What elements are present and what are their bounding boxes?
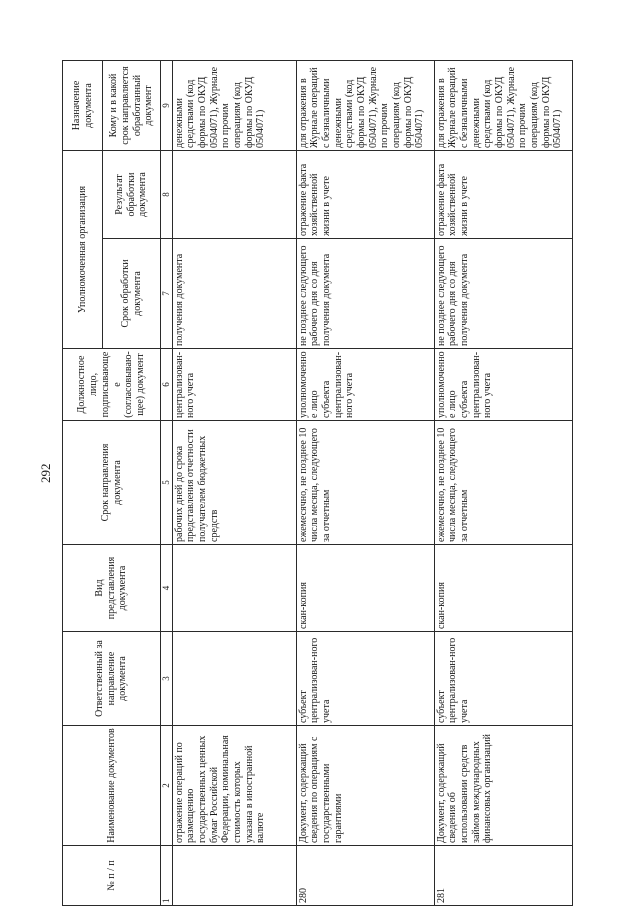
processing-result: отражение факта хозяйственной жизни в учете [434,150,572,238]
presentation-type: скан-копия [296,545,434,632]
deadline: рабочих дней до срока представления отчетности получателем бюджетных средств [172,421,296,545]
responsible-party: субъект централизован-ного учета [434,632,572,726]
document-name: Документ, содержащий сведения об использовании средств займов международных финансовых организаций [434,726,572,846]
documents-table [62,60,573,906]
signer: централизован-ного учета [172,349,296,421]
column-index: 2 [161,726,173,846]
header-processing-term: Срок обработки документа [103,239,161,349]
header-authorized-org: Уполномоченная организация [63,150,103,348]
document-name: Документ, содержащий сведения по операциям с государственными гарантиями [296,726,434,846]
processing-term: не позднее следующего рабочего дня со дня получения документа [434,239,572,349]
presentation-type: скан-копия [434,545,572,632]
deadline: ежемесячно, не позднее 10 числа месяца, следующего за отчетным [296,421,434,545]
column-index: 8 [161,150,173,238]
header-processing-result: Результат обработки документа [103,150,161,238]
header-deadline: Срок направления документа [63,421,161,545]
row-number: 280 [296,846,434,906]
column-index: 4 [161,545,173,632]
page-number: 292 [38,463,53,483]
column-index: 9 [161,60,173,150]
processing-term: получения документа [172,239,296,349]
processing-result: отражение факта хозяйственной жизни в учете [296,150,434,238]
deadline: ежемесячно, не позднее 10 числа месяца, следующего за отчетным [434,421,572,545]
column-index-row [161,60,173,905]
table-row [434,60,572,905]
column-index: 6 [161,349,173,421]
header-num: № п / п [63,846,161,906]
header-name: Наименование документов [63,726,161,846]
recipient: для отражения в Журнале операций с безналичными денежными средствами (код формы по ОКУД 0504071), Журнале по прочим операциям (код формы по ОКУД 0504071) [434,60,572,150]
document-name: отражение операций по размещению государственных ценных бумаг Российской Федерации, номинальная стоимость которых указана в иностранной валюте [172,726,296,846]
column-index: 1 [161,846,173,906]
header-purpose: Назначение документа [63,60,103,150]
header-recipient: Кому и в какой срок направляется обработанный документ [103,60,161,150]
processing-term: не позднее следующего рабочего дня со дня получения документа [296,239,434,349]
column-index: 3 [161,632,173,726]
recipient: для отражения в Журнале операций с безналичными денежными средствами (код формы по ОКУД 0504071), Журнале по прочим операциям (код формы по ОКУД 0504071) [296,60,434,150]
header-responsible: Ответственный за направление документа [63,632,161,726]
table-row [172,60,296,905]
header-presentation: Вид представления документа [63,545,161,632]
processing-result [172,150,296,238]
row-number: 281 [434,846,572,906]
signer: уполномоченное лицо субъекта централизован-ного учета [296,349,434,421]
responsible-party: субъект централизован-ного учета [296,632,434,726]
row-number [172,846,296,906]
column-index: 5 [161,421,173,545]
presentation-type [172,545,296,632]
signer: уполномоченное лицо субъекта централизован-ного учета [434,349,572,421]
header-signer: Должностное лицо, подписывающее (согласовываю-щее) документ [63,349,161,421]
table-row [296,60,434,905]
responsible-party [172,632,296,726]
column-index: 7 [161,239,173,349]
recipient: денежными средствами (код формы по ОКУД 0504071), Журнале по прочим операциям (код формы по ОКУД 0504071) [172,60,296,150]
